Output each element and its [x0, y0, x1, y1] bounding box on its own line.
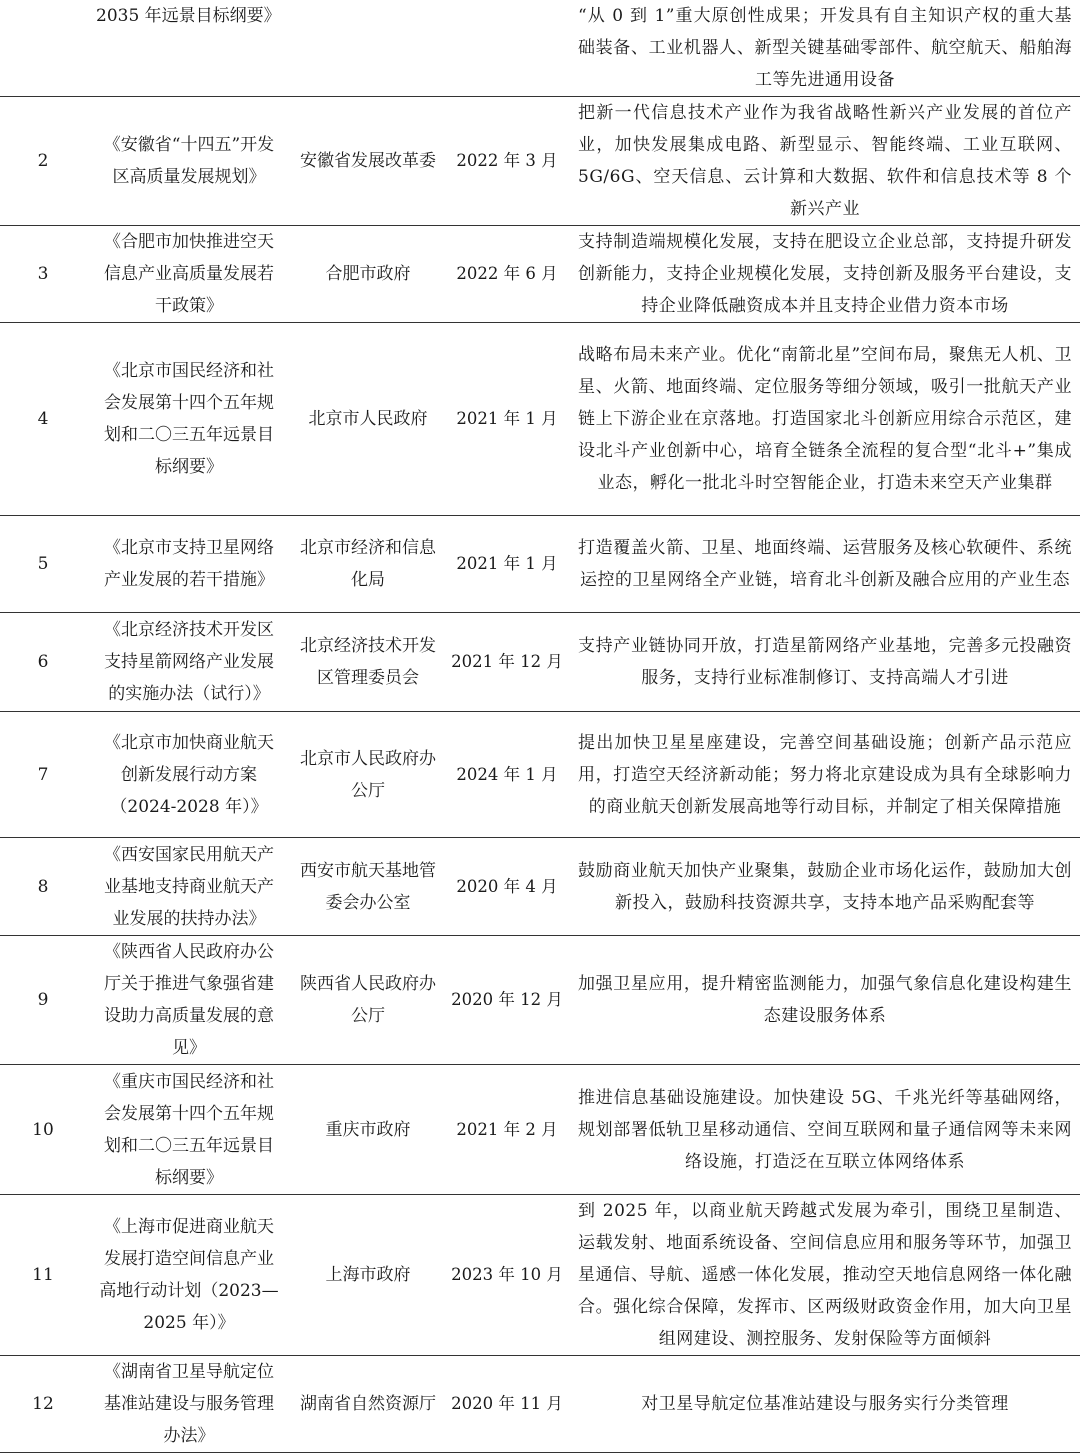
policy-content: 提出加快卫星星座建设，完善空间基础设施；创新产品示范应用，打造空天经济新动能；努力将北京建设成为具有全球影响力的商业航天创新发展高地等行动目标，并制定了相关保障措施 — [570, 712, 1080, 838]
policy-content: 打造覆盖火箭、卫星、地面终端、运营服务及核心软硬件、系统运控的卫星网络全产业链，培育北斗创新及融合应用的产业生态 — [570, 516, 1080, 613]
row-number: 3 — [0, 226, 86, 323]
issuing-department: 合肥市政府 — [292, 226, 444, 323]
policy-name: 《湖南省卫星导航定位基准站建设与服务管理办法》 — [86, 1356, 292, 1453]
row-number: 10 — [0, 1065, 86, 1195]
issue-date: 2020 年 11 月 — [444, 1356, 570, 1453]
issuing-department: 陕西省人民政府办公厅 — [292, 936, 444, 1065]
table-row — [0, 613, 1080, 712]
table-row — [0, 323, 1080, 516]
policy-name: 《重庆市国民经济和社会发展第十四个五年规划和二〇三五年远景目标纲要》 — [86, 1065, 292, 1195]
table-row — [0, 516, 1080, 613]
policy-content: 战略布局未来产业。优化“南箭北星”空间布局，聚焦无人机、卫星、火箭、地面终端、定位服务等细分领域，吸引一批航天产业链上下游企业在京落地。打造国家北斗创新应用综合示范区，建设北斗产业创新中心，培育全链条全流程的复合型“北斗+”集成业态，孵化一批北斗时空智能企业，打造未来空天产业集群 — [570, 323, 1080, 516]
table-row — [0, 936, 1080, 1065]
issue-date: 2021 年 1 月 — [444, 323, 570, 516]
issuing-department: 湖南省自然资源厅 — [292, 1356, 444, 1453]
policy-name: 《陕西省人民政府办公厅关于推进气象强省建设助力高质量发展的意见》 — [86, 936, 292, 1065]
policy-name: 《上海市促进商业航天发展打造空间信息产业高地行动计划（2023—2025 年）》 — [86, 1195, 292, 1356]
row-number: 4 — [0, 323, 86, 516]
row-number: 11 — [0, 1195, 86, 1356]
policy-name: 《合肥市加快推进空天信息产业高质量发展若干政策》 — [86, 226, 292, 323]
issue-date: 2022 年 6 月 — [444, 226, 570, 323]
table-row — [0, 1356, 1080, 1453]
table-row — [0, 1065, 1080, 1195]
issuing-department: 北京市人民政府办公厅 — [292, 712, 444, 838]
row-number: 7 — [0, 712, 86, 838]
issuing-department — [292, 0, 444, 97]
table-row — [0, 712, 1080, 838]
issue-date: 2022 年 3 月 — [444, 97, 570, 226]
policy-name: 《北京经济技术开发区支持星箭网络产业发展的实施办法（试行）》 — [86, 613, 292, 712]
issue-date: 2020 年 4 月 — [444, 838, 570, 936]
policy-content: 把新一代信息技术产业作为我省战略性新兴产业发展的首位产业，加快发展集成电路、新型显示、智能终端、工业互联网、5G/6G、空天信息、云计算和大数据、软件和信息技术等 8 个新兴产业 — [570, 97, 1080, 226]
policy-content: 到 2025 年，以商业航天跨越式发展为牵引，围绕卫星制造、运载发射、地面系统设备、空间信息应用和服务等环节，加强卫星通信、导航、遥感一体化发展，推动空天地信息网络一体化融合。强化综合保障，发挥市、区两级财政资金作用，加大向卫星组网建设、测控服务、发射保险等方面倾斜 — [570, 1195, 1080, 1356]
issuing-department: 上海市政府 — [292, 1195, 444, 1356]
table-row — [0, 97, 1080, 226]
policy-name: 《北京市加快商业航天创新发展行动方案（2024-2028 年）》 — [86, 712, 292, 838]
row-number: 8 — [0, 838, 86, 936]
policy-name: 《安徽省“十四五”开发区高质量发展规划》 — [86, 97, 292, 226]
issuing-department: 北京市人民政府 — [292, 323, 444, 516]
row-number: 5 — [0, 516, 86, 613]
row-number: 6 — [0, 613, 86, 712]
policy-content: 鼓励商业航天加快产业聚集，鼓励企业市场化运作，鼓励加大创新投入，鼓励科技资源共享，支持本地产品采购配套等 — [570, 838, 1080, 936]
row-number: 2 — [0, 97, 86, 226]
policy-content: 支持产业链协同开放，打造星箭网络产业基地，完善多元投融资服务，支持行业标准制修订、支持高端人才引进 — [570, 613, 1080, 712]
row-number: 9 — [0, 936, 86, 1065]
issuing-department: 西安市航天基地管委会办公室 — [292, 838, 444, 936]
issuing-department: 安徽省发展改革委 — [292, 97, 444, 226]
table-row — [0, 838, 1080, 936]
row-number: 12 — [0, 1356, 86, 1453]
table-row — [0, 226, 1080, 323]
policy-name: 《北京市支持卫星网络产业发展的若干措施》 — [86, 516, 292, 613]
issue-date — [444, 0, 570, 97]
issue-date: 2024 年 1 月 — [444, 712, 570, 838]
policy-content: 加强卫星应用，提升精密监测能力，加强气象信息化建设构建生态建设服务体系 — [570, 936, 1080, 1065]
row-number — [0, 0, 86, 97]
table-row — [0, 1195, 1080, 1356]
policy-name: 《北京市国民经济和社会发展第十四个五年规划和二〇三五年远景目标纲要》 — [86, 323, 292, 516]
issuing-department: 重庆市政府 — [292, 1065, 444, 1195]
issue-date: 2021 年 12 月 — [444, 613, 570, 712]
issue-date: 2023 年 10 月 — [444, 1195, 570, 1356]
issue-date: 2021 年 1 月 — [444, 516, 570, 613]
issuing-department: 北京经济技术开发区管理委员会 — [292, 613, 444, 712]
issue-date: 2020 年 12 月 — [444, 936, 570, 1065]
policy-content: “从 0 到 1”重大原创性成果；开发具有自主知识产权的重大基础装备、工业机器人、新型关键基础零部件、航空航天、船舶海工等先进通用设备 — [570, 0, 1080, 97]
issue-date: 2021 年 2 月 — [444, 1065, 570, 1195]
policy-content: 对卫星导航定位基准站建设与服务实行分类管理 — [570, 1356, 1080, 1453]
issuing-department: 北京市经济和信息化局 — [292, 516, 444, 613]
policy-content: 推进信息基础设施建设。加快建设 5G、千兆光纤等基础网络，规划部署低轨卫星移动通信、空间互联网和量子通信网等未来网络设施，打造泛在互联立体网络体系 — [570, 1065, 1080, 1195]
policy-content: 支持制造端规模化发展，支持在肥设立企业总部，支持提升研发创新能力，支持企业规模化发展，支持创新及服务平台建设，支持企业降低融资成本并且支持企业借力资本市场 — [570, 226, 1080, 323]
policy-name: 2035 年远景目标纲要》 — [86, 0, 292, 97]
policy-name: 《西安国家民用航天产业基地支持商业航天产业发展的扶持办法》 — [86, 838, 292, 936]
table-row — [0, 0, 1080, 97]
